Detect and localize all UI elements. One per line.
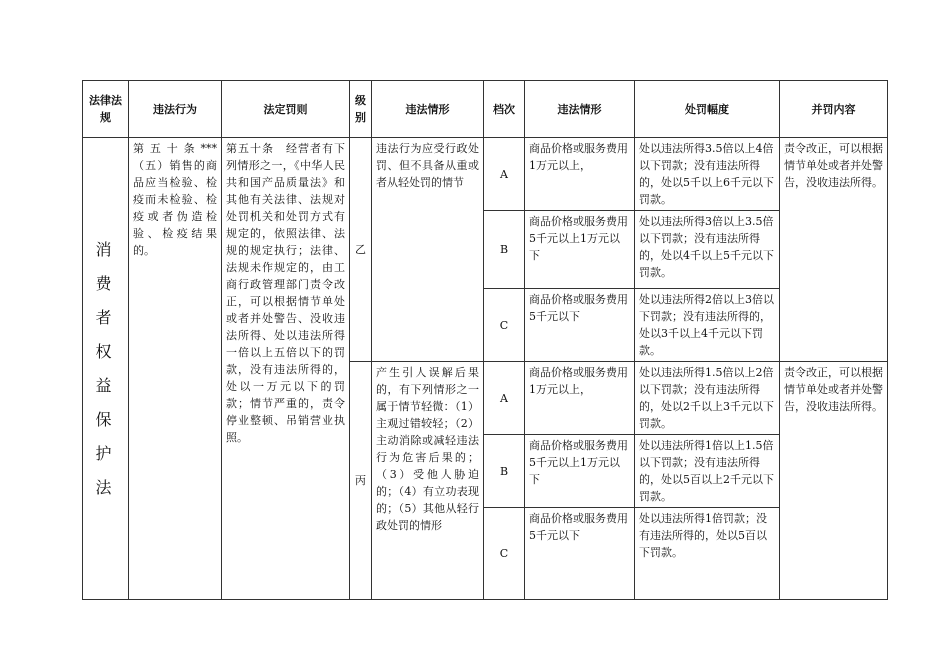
level-situation-cell: 违法行为应受行政处罚、但不具备从重或者从轻处罚的情节 bbox=[372, 138, 484, 362]
grade-situation-cell: 商品价格或服务费用5千元以下 bbox=[525, 289, 635, 362]
grade-cell: C bbox=[484, 289, 525, 362]
grade-situation-cell: 商品价格或服务费用1万元以上， bbox=[525, 362, 635, 435]
law-name-cell: 消费者权益保护法 bbox=[83, 138, 129, 600]
header-grade: 档次 bbox=[484, 81, 525, 138]
grade-cell: B bbox=[484, 211, 525, 289]
grade-situation-cell: 商品价格或服务费用1万元以上， bbox=[525, 138, 635, 211]
penalty-range-cell: 处以违法所得2倍以上3倍以下罚款；没有违法所得的，处以3千以上4千元以下罚款。 bbox=[635, 289, 780, 362]
grade-cell: A bbox=[484, 362, 525, 435]
header-penalty-range: 处罚幅度 bbox=[635, 81, 780, 138]
grade-situation-cell: 商品价格或服务费用5千元以上1万元以下 bbox=[525, 435, 635, 508]
header-violation: 违法行为 bbox=[129, 81, 222, 138]
level-situation-cell: 产生引人误解后果的，有下列情形之一属于情节轻微：（1）主观过错较轻；（2）主动消除或减轻违法行为危害后果的；（3）受他人胁迫的；（4）有立功表现的；（5）其他从轻行政处罚的情形 bbox=[372, 362, 484, 600]
level-cell: 丙 bbox=[350, 362, 372, 600]
header-level: 级别 bbox=[350, 81, 372, 138]
table-row bbox=[83, 138, 888, 211]
penalty-range-cell: 处以违法所得3.5倍以上4倍以下罚款；没有违法所得的，处以5千以上6千元以下罚款。 bbox=[635, 138, 780, 211]
header-grade-situation: 违法情形 bbox=[525, 81, 635, 138]
header-row bbox=[83, 81, 888, 138]
header-combined-penalty: 并罚内容 bbox=[780, 81, 888, 138]
grade-cell: C bbox=[484, 508, 525, 600]
header-level-situation: 违法情形 bbox=[372, 81, 484, 138]
combined-penalty-cell: 责令改正，可以根据情节单处或者并处警告，没收违法所得。 bbox=[780, 362, 888, 600]
grade-situation-cell: 商品价格或服务费用5千元以上1万元以下 bbox=[525, 211, 635, 289]
penalty-range-cell: 处以违法所得1倍以上1.5倍以下罚款；没有违法所得的，处以5百以上2千元以下罚款。 bbox=[635, 435, 780, 508]
combined-penalty-cell: 责令改正，可以根据情节单处或者并处警告，没收违法所得。 bbox=[780, 138, 888, 362]
grade-situation-cell: 商品价格或服务费用5千元以下 bbox=[525, 508, 635, 600]
violation-cell: 第五十条***（五）销售的商品应当检验、检疫而未检验、检疫或者伪造检验、检疫结果的。 bbox=[129, 138, 222, 600]
penalty-range-cell: 处以违法所得1倍罚款；没有违法所得的，处以5百以下罚款。 bbox=[635, 508, 780, 600]
penalty-range-cell: 处以违法所得3倍以上3.5倍以下罚款；没有违法所得的，处以4千以上5千元以下罚款。 bbox=[635, 211, 780, 289]
penalty-table bbox=[82, 80, 888, 600]
grade-cell: B bbox=[484, 435, 525, 508]
penalty-rule-cell: 第五十条 经营者有下列情形之一，《中华人民共和国产品质量法》和其他有关法律、法规对处罚机关和处罚方式有规定的，依照法律、法规的规定执行；法律、法规未作规定的，由工商行政管理部门责令改正，可以根据情节单处或者并处警告、没收违法所得、处以违法所得一倍以上五倍以下的罚款，没有违法所得的，处以一万元以下的罚款；情节严重的，责令停业整顿、吊销营业执照。 bbox=[222, 138, 350, 600]
level-cell: 乙 bbox=[350, 138, 372, 362]
header-law: 法律法规 bbox=[83, 81, 129, 138]
grade-cell: A bbox=[484, 138, 525, 211]
header-penalty-rule: 法定罚则 bbox=[222, 81, 350, 138]
penalty-range-cell: 处以违法所得1.5倍以上2倍以下罚款；没有违法所得的，处以2千以上3千元以下罚款。 bbox=[635, 362, 780, 435]
